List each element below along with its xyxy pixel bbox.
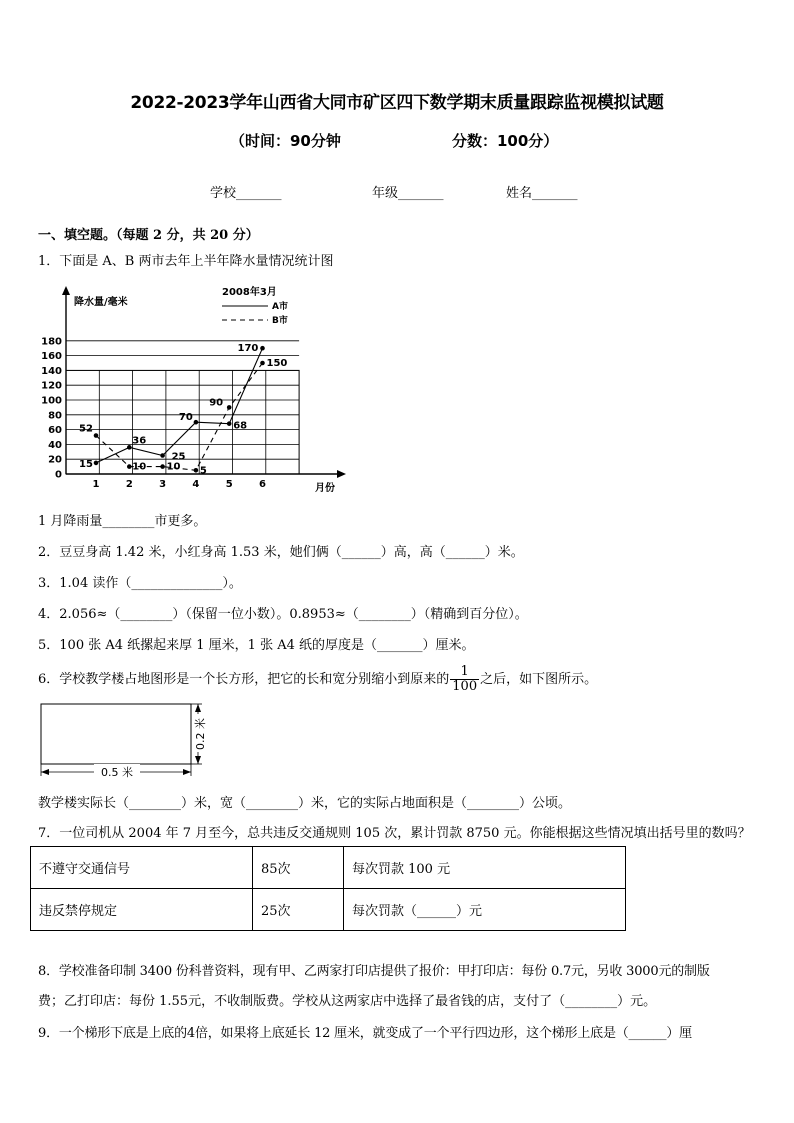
time-info: （时间：90分钟 [230, 132, 341, 150]
legend-label-b: B市 [272, 316, 288, 326]
data-label: 70 [178, 412, 193, 424]
y-tick-label: 140 [41, 365, 62, 377]
point-b [160, 464, 165, 469]
data-label: 170 [237, 343, 259, 355]
question-6 [38, 662, 597, 698]
question-1-answer: 1 月降雨量________市更多。 [38, 514, 207, 529]
y-tick-label: 0 [55, 469, 62, 481]
x-tick-label: 2 [125, 479, 133, 490]
y-tick-label: 40 [48, 439, 62, 451]
chart-axes [62, 286, 346, 478]
y-tick-label: 20 [48, 454, 62, 466]
width-label: 0.5 米 [101, 766, 133, 779]
table-cell: 违反禁停规定 [31, 889, 253, 931]
data-label: 25 [171, 451, 186, 463]
fraction-numerator: 1 [450, 665, 479, 680]
question-6-text: 6．学校教学楼占地图形是一个长方形，把它的长和宽分别缩小到原来的 [38, 672, 450, 687]
x-axis-label: 月份 [315, 483, 335, 494]
width-arrow-right [183, 769, 191, 775]
exam-title: 2022-2023学年山西省大同市矿区四下数学期末质量跟踪监视模拟试题 [130, 93, 664, 113]
building-rectangle [41, 704, 191, 764]
school-field: 学校_______ [210, 186, 282, 201]
question-6-text-end: 之后，如下图所示。 [480, 672, 598, 687]
y-tick-label: 120 [41, 380, 62, 392]
data-label: 10 [132, 461, 147, 473]
name-field: 姓名_______ [506, 186, 578, 201]
point-b [227, 405, 232, 410]
table-cell: 25次 [253, 889, 344, 931]
table-cell: 每次罚款 100 元 [344, 847, 626, 889]
question-9: 9．一个梯形下底是上底的4倍，如果将上底延长 12 厘米，就变成了一个平行四边形，这个梯形上底是（______）厘 [38, 1026, 692, 1041]
y-tick-label: 160 [41, 351, 62, 363]
point-a [260, 346, 265, 351]
y-axis-label: 降水量/毫米 [74, 297, 128, 308]
table-row [31, 889, 626, 931]
question-7: 7．一位司机从 2004 年 7 月至今，总共违反交通规则 105 次，累计罚款 8750 元。你能根据这些情况填出括号里的数吗？ [38, 826, 751, 841]
series-line-a [96, 348, 263, 463]
data-label: 68 [233, 420, 248, 432]
question-4: 4．2.056≈（________）（保留一位小数）。0.8953≈（________）（精确到百分位）。 [38, 607, 528, 622]
score-info: 分数：100分） [452, 132, 559, 150]
data-label: 52 [79, 423, 93, 435]
point-a [227, 421, 232, 426]
question-8-line-1: 8．学校准备印制 3400 份科普资料，现有甲、乙两家打印店提供了报价：甲打印店：每份 0.7元，另收 3000元的制版 [38, 964, 710, 979]
question-2: 2．豆豆身高 1.42 米，小红身高 1.53 米，她们俩（______）高，高（______）米。 [38, 545, 524, 560]
point-a [194, 420, 199, 425]
y-tick-label: 180 [41, 336, 62, 348]
data-label: 5 [199, 465, 207, 477]
question-8-line-2: 费；乙打印店：每份 1.55元，不收制版费。学校从这两家店中选择了最省钱的店，支付了（________）元。 [38, 994, 657, 1009]
section-title: 一、填空题。（每题 2 分，共 20 分） [38, 228, 259, 243]
chart-title: 2008年3月 [222, 287, 277, 298]
question-1: 1．下面是 A、B 两市去年上半年降水量情况统计图 [38, 254, 334, 269]
point-a [160, 453, 165, 458]
height-label: 0.2 米 [194, 718, 207, 750]
data-label: 150 [266, 358, 288, 369]
fraction-denominator: 100 [452, 679, 478, 694]
x-tick-label: 3 [159, 479, 167, 490]
table-cell: 不遵守交通信号 [31, 847, 253, 889]
point-b [127, 464, 132, 469]
x-tick-label: 6 [259, 479, 266, 490]
x-axis-arrow [337, 470, 346, 478]
grade-field: 年级_______ [372, 186, 444, 201]
y-tick-label: 60 [48, 425, 62, 437]
table-row [31, 847, 626, 889]
question-5: 5．100 张 A4 纸摞起来厚 1 厘米，1 张 A4 纸的厚度是（_______）厘米。 [38, 638, 475, 653]
legend-label-a: A市 [272, 302, 288, 312]
y-tick-label: 80 [48, 410, 62, 422]
x-tick-label: 1 [92, 479, 100, 490]
fraction [450, 665, 479, 695]
x-tick-label: 5 [225, 479, 233, 490]
point-a [94, 461, 99, 466]
width-arrow-left [41, 769, 49, 775]
question-3: 3．1.04 读作（______________）。 [38, 576, 242, 591]
rectangle-diagram [36, 700, 216, 782]
question-6-answer: 教学楼实际长（________）米，宽（________）米，它的实际占地面积是（________）公顷。 [38, 796, 572, 811]
data-label: 36 [132, 435, 147, 447]
y-tick-label: 100 [41, 395, 62, 407]
x-tick-label: 4 [192, 479, 200, 490]
data-label: 15 [79, 458, 93, 470]
data-label: 10 [166, 461, 181, 473]
violation-table [30, 846, 626, 931]
data-label: 90 [209, 397, 224, 409]
table-cell: 85次 [253, 847, 344, 889]
table-cell: 每次罚款（______）元 [344, 889, 626, 931]
point-b [260, 361, 265, 366]
point-b [94, 433, 99, 438]
point-a [127, 445, 132, 450]
y-axis-arrow [62, 286, 70, 295]
rainfall-line-chart [30, 278, 360, 500]
point-b [194, 468, 199, 473]
